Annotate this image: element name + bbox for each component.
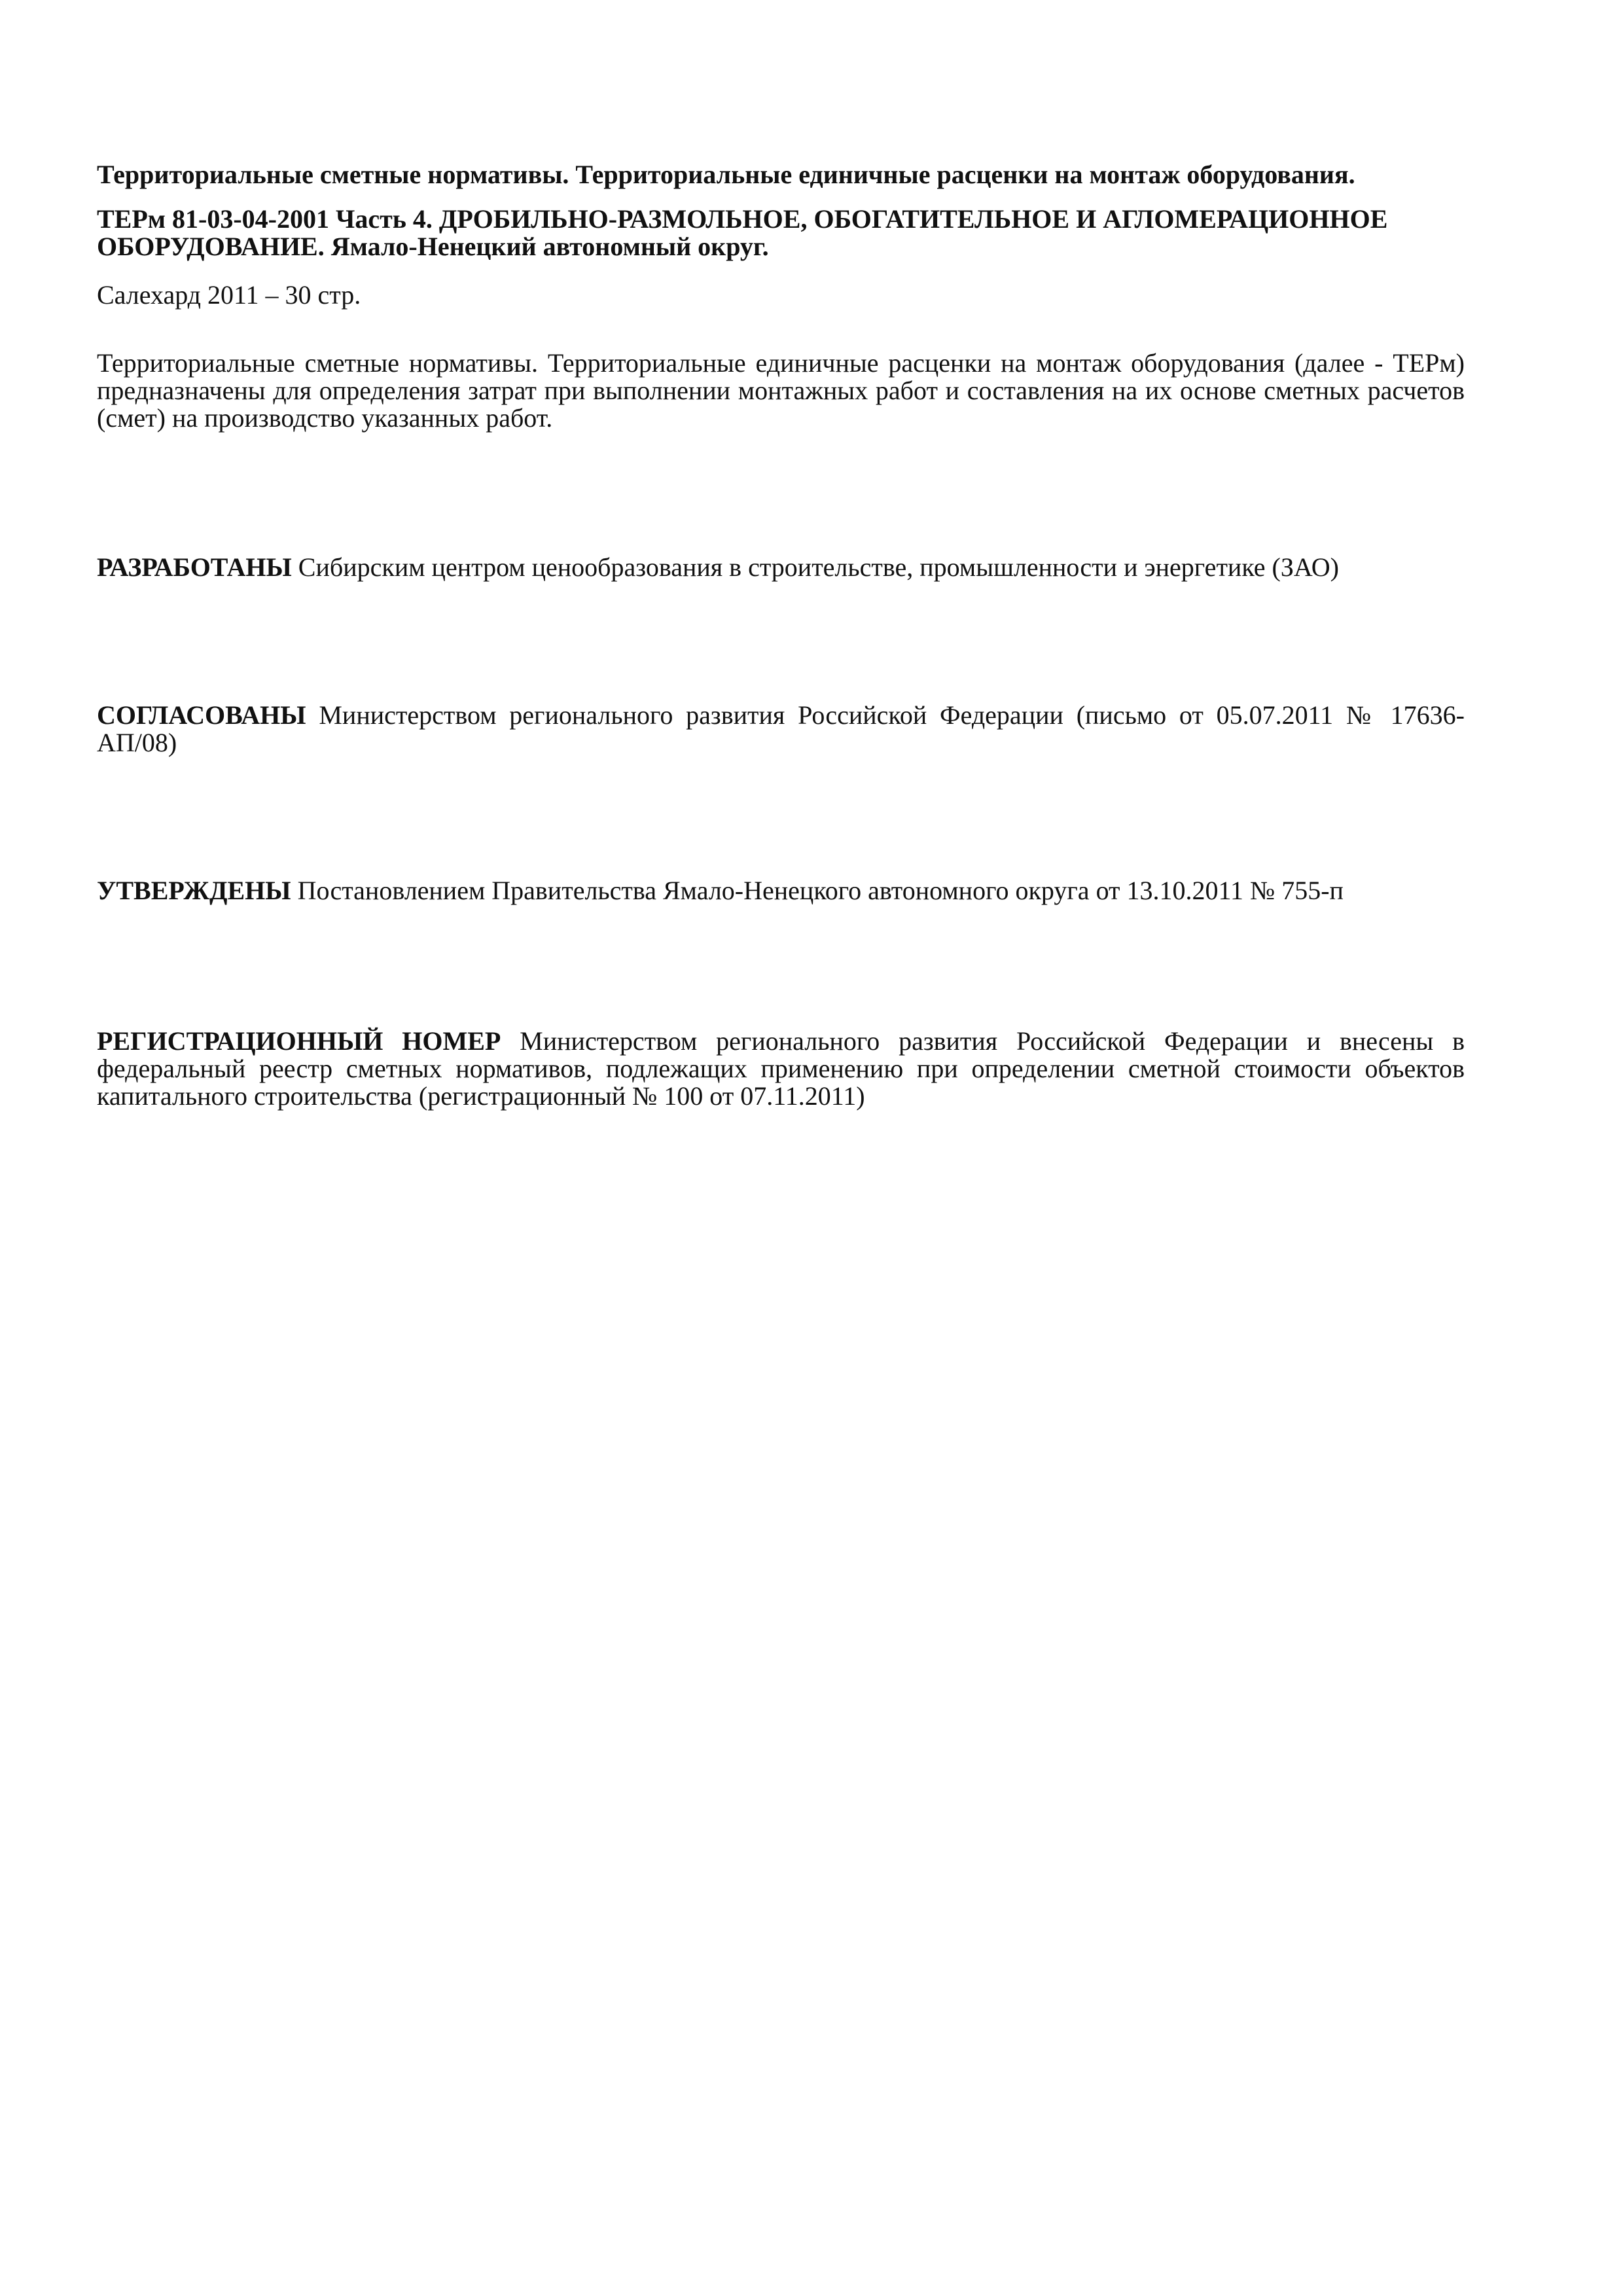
registration-label: РЕГИСТРАЦИОННЫЙ НОМЕР xyxy=(97,1026,501,1056)
document-title: Территориальные сметные нормативы. Территориальные единичные расценки на монтаж оборудования. xyxy=(97,160,1355,189)
registration-section xyxy=(97,1028,1465,1110)
developed-label: РАЗРАБОТАНЫ xyxy=(97,552,292,582)
publication-info: Салехард 2011 – 30 стр. xyxy=(97,280,361,310)
developed-text: Сибирским центром ценообразования в строительстве, промышленности и энергетике (ЗАО) xyxy=(291,552,1339,582)
registration-text: Министерством регионального развития Российской Федерации и внесены в федеральный реестр сметных нормативов, подлежащих применению при определении сметной стоимости объектов капитального строительства (регистрационный № 100 от 07.11.2011) xyxy=(97,1026,1465,1111)
intro-paragraph: Территориальные сметные нормативы. Территориальные единичные расценки на монтаж оборудования (далее - ТЕРм) предназначены для определения затрат при выполнении монтажных работ и составления на их основе сметных расчетов (смет) на производство указанных работ. xyxy=(97,348,1465,433)
document-subtitle: ТЕРм 81-03-04-2001 Часть 4. ДРОБИЛЬНО-РАЗМОЛЬНОЕ, ОБОГАТИТЕЛЬНОЕ И АГЛОМЕРАЦИОННОЕ ОБОРУДОВАНИЕ. Ямало-Ненецкий автономный округ. xyxy=(97,204,1388,261)
developed-section xyxy=(97,554,1465,581)
agreed-section xyxy=(97,702,1465,757)
approved-section xyxy=(97,877,1465,905)
agreed-text: Министерством регионального развития Российской Федерации (письмо от 05.07.2011 № 17636-АП/08) xyxy=(97,700,1465,757)
approved-label: УТВЕРЖДЕНЫ xyxy=(97,876,291,905)
agreed-label: СОГЛАСОВАНЫ xyxy=(97,700,306,730)
approved-text: Постановлением Правительства Ямало-Ненецкого автономного округа от 13.10.2011 № 755-п xyxy=(291,876,1344,905)
